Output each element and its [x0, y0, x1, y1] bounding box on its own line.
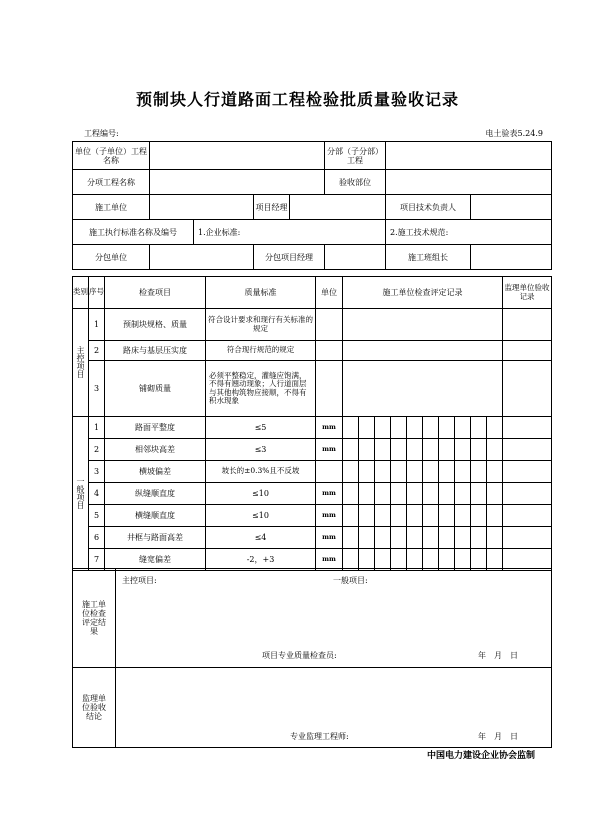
header-table: [72, 141, 552, 270]
col-standard: 质量标准: [206, 277, 316, 309]
col-seq: 序号: [89, 277, 105, 309]
subcontractor-value[interactable]: [150, 245, 254, 270]
general-item-no: 2: [89, 439, 105, 461]
results-table: [72, 568, 552, 748]
construction-unit-value[interactable]: [150, 195, 254, 220]
record-cell[interactable]: [471, 417, 487, 439]
record-cell[interactable]: [359, 527, 375, 549]
general-item-unit: mm: [316, 527, 343, 549]
main-item-supervision[interactable]: [503, 309, 552, 341]
col-record: 施工单位检查评定记录: [343, 277, 503, 309]
record-cell[interactable]: [375, 505, 391, 527]
record-cell[interactable]: [471, 527, 487, 549]
record-cell[interactable]: [359, 461, 375, 483]
record-cell[interactable]: [487, 417, 503, 439]
record-cell[interactable]: [343, 505, 359, 527]
record-cell[interactable]: [455, 483, 471, 505]
record-cell[interactable]: [423, 527, 439, 549]
general-item-unit: mm: [316, 417, 343, 439]
main-item-supervision[interactable]: [503, 341, 552, 361]
sub-project-value[interactable]: [386, 142, 552, 170]
record-cell[interactable]: [471, 439, 487, 461]
general-item-supervision[interactable]: [503, 439, 552, 461]
record-cell[interactable]: [423, 461, 439, 483]
record-cell[interactable]: [375, 439, 391, 461]
general-item-standard: 坡长的±0.3%且不反坡: [206, 461, 316, 483]
main-item-record[interactable]: [343, 361, 503, 417]
main-item-standard: 必须平整稳定，灌缝应饱满，不得有翘动现象；人行道面层与其他构筑物应接顺，不得有积水现象: [206, 361, 316, 417]
main-item-name: 预制块规格、质量: [105, 309, 206, 341]
record-cell[interactable]: [391, 439, 407, 461]
construction-result-label: 施工单位检查评定结果: [82, 600, 106, 636]
record-cell[interactable]: [391, 461, 407, 483]
record-cell[interactable]: [375, 483, 391, 505]
record-cell[interactable]: [391, 483, 407, 505]
record-cell[interactable]: [407, 439, 423, 461]
construction-result-area[interactable]: [116, 569, 552, 668]
record-cell[interactable]: [439, 483, 455, 505]
record-cell[interactable]: [407, 483, 423, 505]
record-cell[interactable]: [343, 527, 359, 549]
general-item-standard: ≤10: [206, 483, 316, 505]
general-item-name: 井框与路面高差: [105, 527, 206, 549]
general-item-unit: mm: [316, 439, 343, 461]
main-item-unit: [316, 341, 343, 361]
general-item-name: 缝宽偏差: [105, 549, 206, 571]
record-cell[interactable]: [471, 461, 487, 483]
record-cell[interactable]: [487, 483, 503, 505]
col-unit: 单位: [316, 277, 343, 309]
sub-project-label: 分部（子分部）工程: [325, 142, 386, 170]
unit-project-value[interactable]: [150, 142, 325, 170]
supervision-conclusion-label: 监理单位验收结论: [82, 694, 106, 721]
record-cell[interactable]: [407, 527, 423, 549]
record-cell[interactable]: [455, 417, 471, 439]
general-item-standard: ≤4: [206, 527, 316, 549]
project-number-label: 工程编号:: [84, 129, 119, 138]
general-item-name: 横坡偏差: [105, 461, 206, 483]
main-item-standard: 符合现行规范的规定: [206, 341, 316, 361]
general-items-label: 一般项目:: [333, 576, 368, 585]
record-cell[interactable]: [423, 483, 439, 505]
general-item-supervision[interactable]: [503, 461, 552, 483]
main-item-no: 3: [89, 361, 105, 417]
record-cell[interactable]: [343, 461, 359, 483]
record-cell[interactable]: [487, 505, 503, 527]
main-item-name: 路床与基层压实度: [105, 341, 206, 361]
acceptance-part-value[interactable]: [386, 170, 552, 195]
general-item-name: 相邻块高差: [105, 439, 206, 461]
record-cell[interactable]: [343, 483, 359, 505]
general-item-unit: mm: [316, 483, 343, 505]
record-cell[interactable]: [455, 439, 471, 461]
general-item-no: 5: [89, 505, 105, 527]
inspection-table: [72, 276, 552, 571]
general-item-no: 6: [89, 527, 105, 549]
item-project-label: 分项工程名称: [73, 170, 150, 195]
main-item-no: 1: [89, 309, 105, 341]
general-item-no: 3: [89, 461, 105, 483]
page-title: 预制块人行道路面工程检验批质量验收记录: [135, 90, 459, 109]
record-cell[interactable]: [375, 527, 391, 549]
general-item-supervision[interactable]: [503, 505, 552, 527]
main-category-label: 主控项目: [76, 345, 85, 378]
general-item-name: 横缝顺直度: [105, 505, 206, 527]
general-item-unit: [316, 461, 343, 483]
record-cell[interactable]: [343, 417, 359, 439]
record-cell[interactable]: [455, 527, 471, 549]
main-item-standard: 符合设计要求和现行有关标准的规定: [206, 309, 316, 341]
main-item-record[interactable]: [343, 309, 503, 341]
record-cell[interactable]: [391, 417, 407, 439]
form-code: 电土验表5.24.9: [485, 129, 543, 138]
main-item-no: 2: [89, 341, 105, 361]
col-item: 检查项目: [105, 277, 206, 309]
main-item-supervision[interactable]: [503, 361, 552, 417]
record-cell[interactable]: [439, 417, 455, 439]
record-cell[interactable]: [359, 439, 375, 461]
supervising-engineer-label: 专业监理工程师:: [290, 732, 349, 741]
footer-credit: 中国电力建设企业协会监制: [426, 751, 535, 761]
record-cell[interactable]: [391, 505, 407, 527]
general-item-name: 路面平整度: [105, 417, 206, 439]
supervision-date: 年 月 日: [478, 732, 518, 741]
acceptance-part-label: 验收部位: [325, 170, 386, 195]
general-item-standard: ≤10: [206, 505, 316, 527]
item-project-value[interactable]: [150, 170, 325, 195]
general-item-standard: -2，+3: [206, 549, 316, 571]
construction-unit-label: 施工单位: [73, 195, 150, 220]
enterprise-standard[interactable]: 1.企业标准:: [194, 220, 386, 245]
project-manager-value[interactable]: [290, 195, 386, 220]
main-item-unit: [316, 309, 343, 341]
record-cell[interactable]: [407, 417, 423, 439]
record-cell[interactable]: [407, 461, 423, 483]
record-cell[interactable]: [423, 505, 439, 527]
general-category-label: 一般项目: [76, 476, 85, 509]
record-cell[interactable]: [359, 417, 375, 439]
record-cell[interactable]: [407, 505, 423, 527]
general-item-no: 1: [89, 417, 105, 439]
standard-label: 施工执行标准名称及编号: [73, 220, 194, 245]
record-cell[interactable]: [471, 483, 487, 505]
general-item-supervision[interactable]: [503, 483, 552, 505]
supervision-conclusion-area[interactable]: [116, 668, 552, 748]
record-cell[interactable]: [343, 439, 359, 461]
record-cell[interactable]: [455, 505, 471, 527]
col-supervision: 监理单位验收记录: [503, 277, 552, 309]
quality-inspector-label: 项目专业质量检查员:: [262, 651, 337, 660]
record-cell[interactable]: [487, 439, 503, 461]
subcontractor-label: 分包单位: [73, 245, 150, 270]
main-items-label: 主控项目:: [122, 576, 157, 585]
record-cell[interactable]: [487, 461, 503, 483]
record-cell[interactable]: [439, 439, 455, 461]
main-item-unit: [316, 361, 343, 417]
main-item-name: 铺砌质量: [105, 361, 206, 417]
general-item-unit: mm: [316, 549, 343, 571]
col-category: 类别: [73, 277, 89, 309]
general-item-supervision[interactable]: [503, 417, 552, 439]
general-item-supervision[interactable]: [503, 527, 552, 549]
record-cell[interactable]: [439, 527, 455, 549]
record-cell[interactable]: [359, 483, 375, 505]
record-cell[interactable]: [439, 505, 455, 527]
record-cell[interactable]: [487, 527, 503, 549]
general-item-name: 纵缝顺直度: [105, 483, 206, 505]
result-date: 年 月 日: [478, 651, 518, 660]
team-leader-value[interactable]: [471, 245, 552, 270]
project-manager-label: 项目经理: [254, 195, 290, 220]
record-cell[interactable]: [423, 417, 439, 439]
team-leader-label: 施工班组长: [386, 245, 471, 270]
record-cell[interactable]: [423, 439, 439, 461]
record-cell[interactable]: [391, 527, 407, 549]
sub-manager-label: 分包项目经理: [254, 245, 325, 270]
main-item-record[interactable]: [343, 341, 503, 361]
general-item-unit: mm: [316, 505, 343, 527]
record-cell[interactable]: [439, 461, 455, 483]
sub-manager-value[interactable]: [325, 245, 386, 270]
tech-lead-label: 项目技术负责人: [386, 195, 471, 220]
general-item-no: 4: [89, 483, 105, 505]
record-cell[interactable]: [471, 505, 487, 527]
tech-spec[interactable]: 2.施工技术规范:: [386, 220, 552, 245]
unit-project-label: 单位（子单位）工程名称: [73, 142, 150, 170]
record-cell[interactable]: [375, 461, 391, 483]
general-item-standard: ≤3: [206, 439, 316, 461]
general-item-standard: ≤5: [206, 417, 316, 439]
general-item-no: 7: [89, 549, 105, 571]
record-cell[interactable]: [455, 461, 471, 483]
record-cell[interactable]: [359, 505, 375, 527]
tech-lead-value[interactable]: [471, 195, 552, 220]
record-cell[interactable]: [375, 417, 391, 439]
